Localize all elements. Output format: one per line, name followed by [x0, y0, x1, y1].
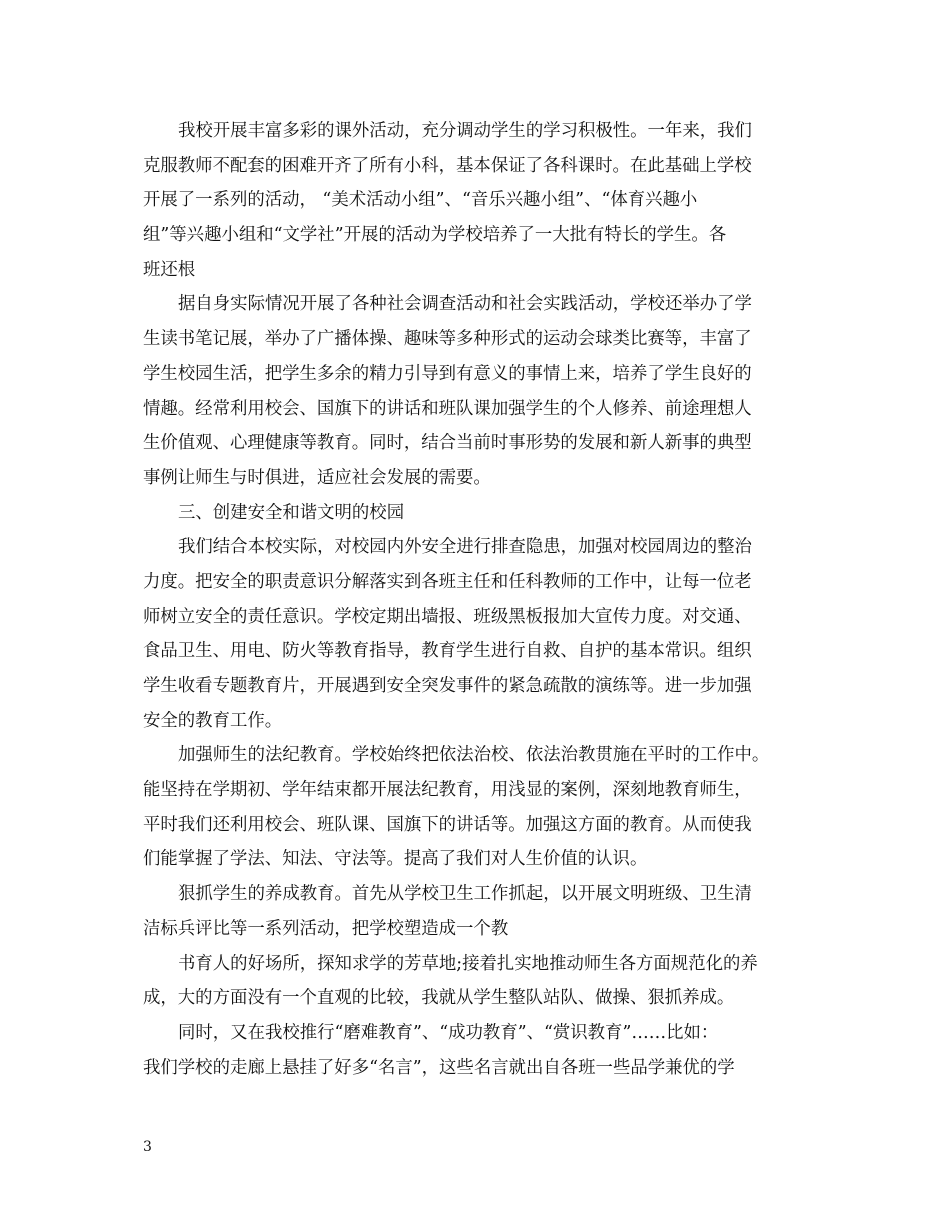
text-line: 书育人的好场所，探知求学的芳草地;接着扎实地推动师生各方面规范化的养 [178, 953, 758, 974]
text-line: 据自身实际情况开展了各种社会调查活动和社会实践活动，学校还举办了学 [178, 294, 752, 315]
text-line: 同时，又在我校推行“磨难教育”、“成功教育”、“赏识教育”……比如： [178, 1022, 719, 1043]
text-line: 组”等兴趣小组和“文学社”开展的活动为学校培养了一大批有特长的学生。各 [143, 225, 727, 246]
text-line: 三、创建安全和谐文明的校园 [178, 502, 405, 523]
text-line: 们能掌握了学法、知法、守法等。提高了我们对人生价值的认识。 [143, 849, 648, 870]
text-line: 学生校园生活，把学生多余的精力引导到有意义的事情上来，培养了学生良好的 [143, 363, 752, 384]
text-line: 平时我们还利用校会、班队课、国旗下的讲话等。加强这方面的教育。从而使我 [143, 814, 752, 835]
text-line: 生读书笔记展，举办了广播体操、趣味等多种形式的运动会球类比赛等，丰富了 [143, 329, 752, 350]
document-body [143, 114, 813, 1085]
text-line: 能坚持在学期初、学年结束都开展法纪教育，用浅显的案例，深刻地教育师生， [143, 780, 752, 801]
text-line: 克服教师不配套的困难开齐了所有小科，基本保证了各科课时。在此基础上学校 [143, 155, 752, 176]
text-line: 学生收看专题教育片，开展遇到安全突发事件的紧急疏散的演练等。进一步加强 [143, 676, 752, 696]
text-line: 师树立安全的责任意识。学校定期出墙报、班级黑板报加大宣传力度。对交通、 [143, 606, 752, 627]
text-line: 班还根 [143, 259, 196, 280]
text-line: 狠抓学生的养成教育。首先从学校卫生工作抓起，以开展文明班级、卫生清 [178, 884, 752, 905]
text-line: 我们结合本校实际，对校园内外安全进行排查隐患，加强对校园周边的整治 [178, 537, 752, 558]
text-line: 事例让师生与时俱进，适应社会发展的需要。 [143, 467, 491, 488]
text-line: 安全的教育工作。 [143, 710, 283, 731]
text-line: 食品卫生、用电、防火等教育指导，教育学生进行自救、自护的基本常识。组织 [143, 641, 752, 662]
text-line: 生价值观、心理健康等教育。同时，结合当前时事形势的发展和新人新事的典型 [143, 433, 752, 454]
text-line: 我们学校的走廊上悬挂了好多“名言”，这些名言就出自各班一些品学兼优的学 [143, 1057, 735, 1078]
text-line: 力度。把安全的职责意识分解落实到各班主任和任科教师的工作中，让每一位老 [143, 571, 752, 592]
text-line: 开展了一系列的活动， “美术活动小组”、“音乐兴趣小组”、“体育兴趣小 [143, 190, 698, 211]
text-line: 我校开展丰富多彩的课外活动，充分调动学生的学习积极性。一年来，我们 [178, 121, 752, 141]
text-line: 洁标兵评比等一系列活动，把学校塑造成一个教 [143, 918, 509, 939]
text-line: 成，大的方面没有一个直观的比较，我就从学生整队站队、做操、狠抓养成。 [143, 988, 735, 1009]
text-line: 加强师生的法纪教育。学校始终把依法治校、依法治教贯施在平时的工作中。 [178, 745, 770, 766]
page-number: 3 [143, 1139, 152, 1155]
text-line: 情趣。经常利用校会、国旗下的讲话和班队课加强学生的个人修养、前途理想人 [143, 398, 752, 419]
